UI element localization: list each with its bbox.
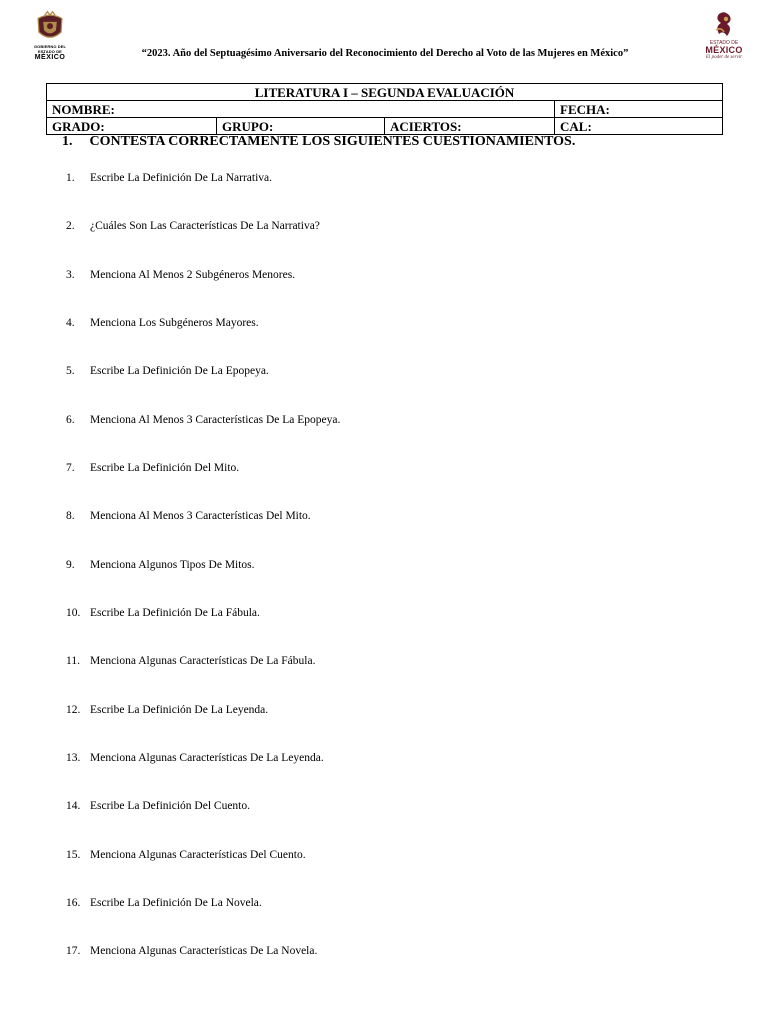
exam-title: LITERATURA I – SEGUNDA EVALUACIÓN — [47, 84, 723, 101]
question-text: Menciona Algunas Características De La Fábula. — [90, 655, 316, 667]
list-item — [0, 557, 700, 573]
official-year-motto: “2023. Año del Septuagésimo Aniversario del Reconocimiento del Derecho al Voto de las Mujeres en México” — [141, 48, 629, 59]
question-text: Menciona Al Menos 2 Subgéneros Menores. — [90, 269, 296, 281]
list-item — [0, 170, 700, 186]
list-item — [0, 895, 700, 911]
right-logo-slogan: El poder de servir — [705, 55, 743, 60]
question-number: 14. — [66, 800, 81, 812]
section-number: 1. — [62, 134, 73, 149]
question-number: 11. — [66, 655, 80, 667]
list-item — [0, 363, 700, 379]
right-logo-line2: MÉXICO — [705, 45, 743, 55]
list-item — [0, 218, 700, 234]
brand-emblem-icon — [709, 10, 739, 40]
student-info-table — [46, 83, 723, 135]
question-number: 2. — [66, 220, 75, 232]
right-logo-line1: ESTADO DE — [709, 40, 739, 46]
question-text: Escribe La Definición Del Cuento. — [90, 800, 250, 812]
question-text: Escribe La Definición Del Mito. — [90, 462, 240, 474]
question-text: Menciona Al Menos 3 Características De La Epopeya. — [90, 414, 341, 426]
gobierno-estado-mexico-logo — [28, 10, 72, 66]
question-text: Menciona Los Subgéneros Mayores. — [90, 317, 259, 329]
nombre-field[interactable]: NOMBRE: — [47, 101, 555, 118]
list-item — [0, 750, 700, 766]
list-item — [0, 412, 700, 428]
list-item — [0, 798, 700, 814]
list-item — [0, 460, 700, 476]
left-logo-line2: ESTADO DE — [38, 49, 62, 54]
question-number: 13. — [66, 752, 81, 764]
question-number: 9. — [66, 559, 75, 571]
coat-of-arms-icon — [33, 10, 67, 44]
list-item — [0, 653, 700, 669]
question-number: 1. — [66, 172, 75, 184]
question-text: Menciona Al Menos 3 Características Del Mito. — [90, 510, 311, 522]
list-item — [0, 267, 700, 283]
question-number: 8. — [66, 510, 75, 522]
question-number: 10. — [66, 607, 81, 619]
question-text: Escribe La Definición De La Novela. — [90, 897, 262, 909]
estado-de-mexico-brand-logo — [694, 10, 754, 66]
table-row — [47, 101, 723, 118]
page-header — [0, 0, 768, 80]
question-number: 6. — [66, 414, 75, 426]
question-text: Menciona Algunas Características De La Leyenda. — [90, 752, 324, 764]
question-text: Menciona Algunas Características De La Novela. — [90, 945, 318, 957]
question-text: Menciona Algunos Tipos De Mitos. — [90, 559, 255, 571]
list-item — [0, 605, 700, 621]
question-text: Menciona Algunas Características Del Cuento. — [90, 849, 306, 861]
question-text: ¿Cuáles Son Las Características De La Narrativa? — [90, 220, 320, 232]
list-item — [0, 943, 700, 959]
section-title: CONTESTA CORRECTAMENTE LOS SIGUIENTES CUESTIONAMIENTOS. — [89, 134, 576, 149]
fecha-field[interactable]: FECHA: — [555, 101, 723, 118]
question-number: 3. — [66, 269, 75, 281]
aciertos-field[interactable]: ACIERTOS: — [385, 118, 555, 135]
list-item — [0, 315, 700, 331]
left-logo-line1: GOBIERNO DEL — [33, 44, 67, 49]
table-row — [47, 118, 723, 135]
question-number: 16. — [66, 897, 81, 909]
question-number: 4. — [66, 317, 75, 329]
question-text: Escribe La Definición De La Leyenda. — [90, 704, 269, 716]
list-item — [0, 702, 700, 718]
question-number: 5. — [66, 365, 75, 377]
question-number: 7. — [66, 462, 75, 474]
question-number: 12. — [66, 704, 81, 716]
cal-field[interactable]: CAL: — [555, 118, 723, 135]
table-title-row — [47, 84, 723, 101]
grado-field[interactable]: GRADO: — [47, 118, 217, 135]
question-number: 17. — [66, 945, 81, 957]
list-item — [0, 847, 700, 863]
question-text: Escribe La Definición De La Narrativa. — [90, 172, 272, 184]
question-text: Escribe La Definición De La Epopeya. — [90, 365, 269, 377]
question-text: Escribe La Definición De La Fábula. — [90, 607, 260, 619]
left-logo-line3: MÉXICO — [34, 54, 66, 61]
grupo-field[interactable]: GRUPO: — [217, 118, 385, 135]
question-number: 15. — [66, 849, 81, 861]
list-item — [0, 508, 700, 524]
section-heading — [62, 134, 702, 150]
